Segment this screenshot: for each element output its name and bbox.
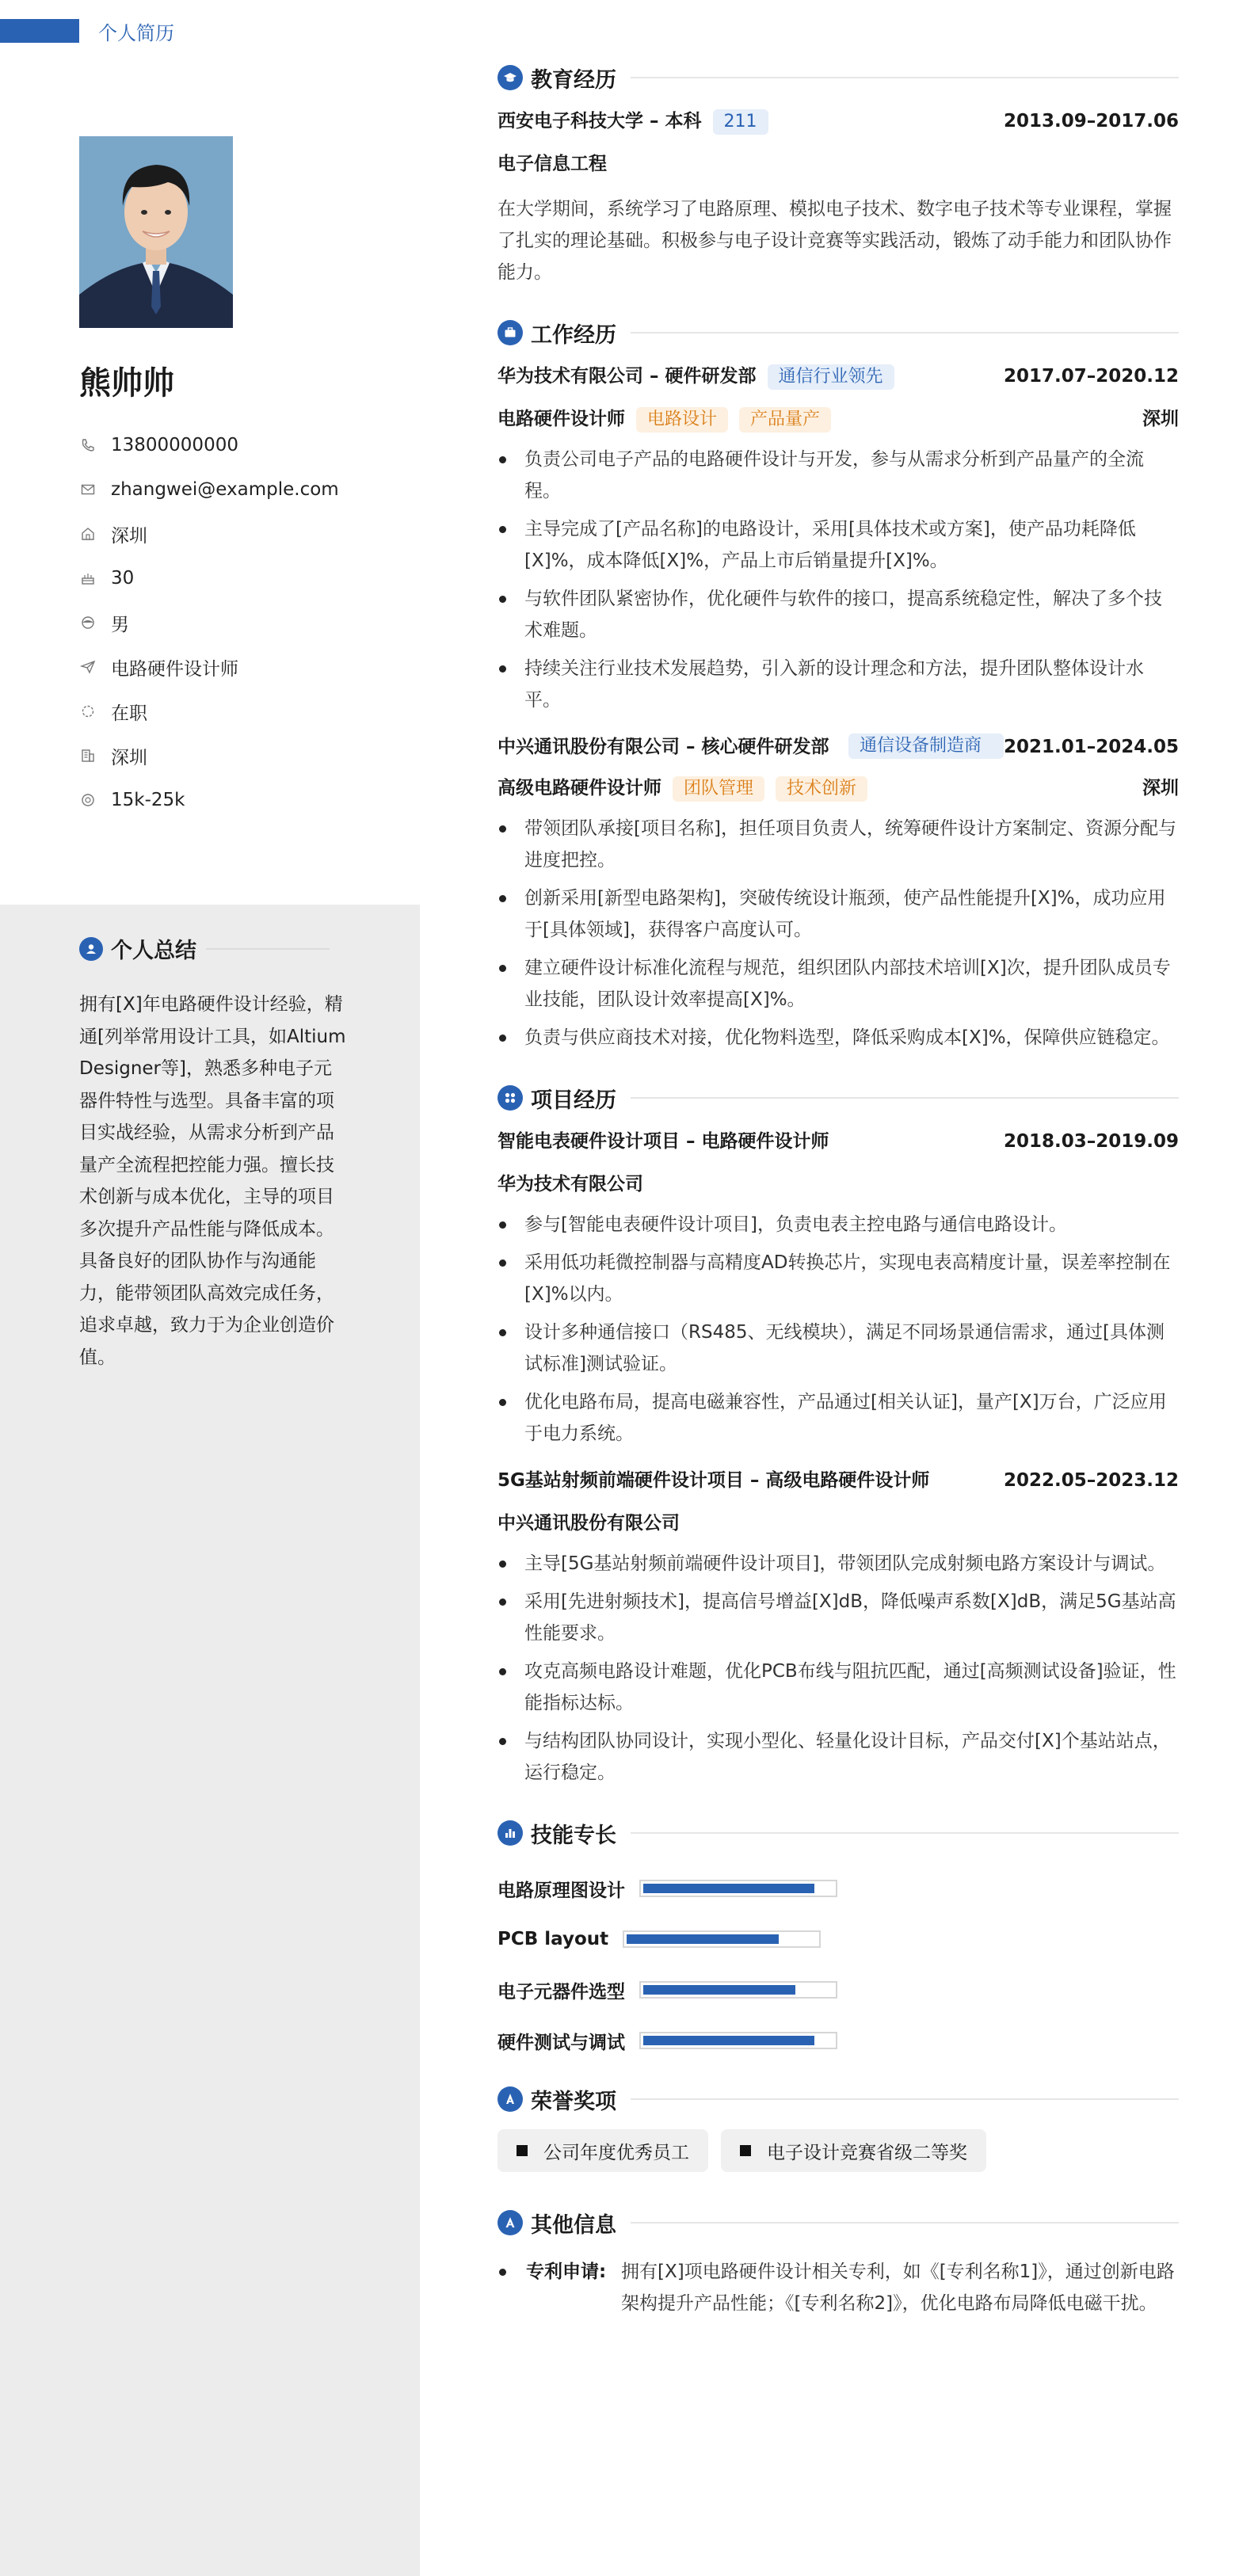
project-item xyxy=(497,1128,1179,1450)
phone-icon xyxy=(79,436,97,454)
home-icon xyxy=(79,525,97,543)
building-icon xyxy=(79,747,97,764)
list-item: 建立硬件设计标准化流程与规范，组织团队内部技术培训[X]次，提升团队成员专业技能，团队设计效率提高[X]%。 xyxy=(497,952,1179,1016)
work-date: 2021.01–2024.05 xyxy=(1003,737,1179,757)
work-city: 深圳 xyxy=(1142,778,1179,798)
other-title: 其他信息 xyxy=(531,2212,616,2238)
info-email-text: zhangwei@example.com xyxy=(111,479,339,500)
info-city-text: 深圳 xyxy=(111,747,147,768)
work-badge: 通信行业领先 xyxy=(768,364,894,390)
skills-heading xyxy=(497,1811,1179,1855)
info-age xyxy=(79,556,412,600)
skill-item xyxy=(497,1914,1179,1964)
list-item: 带领团队承接[项目名称]，担任项目负责人，统筹硬件设计方案制定、资源分配与进度把控。 xyxy=(497,813,1179,876)
summary-text: 拥有[X]年电路硬件设计经验，精通[列举常用设计工具，如Altium Designer等]，熟悉多种电子元器件特性与选型。具备丰富的项目实战经验，从需求分析到产品量产全流程把控能力强。擅长技术创新与成本优化，主导的项目多次提升产品性能与降低成本。具备良好的团队协作与沟通能力，能带领团队高效完成任务，追求卓越，致力于为企业创造价值。 xyxy=(79,994,346,1368)
gender-icon xyxy=(79,614,97,631)
summary-divider xyxy=(206,948,330,950)
header-accent-bar xyxy=(0,19,79,43)
square-bullet-icon xyxy=(517,2145,528,2156)
skill-name: 硬件测试与调试 xyxy=(497,2032,625,2053)
skills-title: 技能专长 xyxy=(531,1823,616,1848)
skill-bar-fill xyxy=(643,1985,795,1995)
list-item: 持续关注行业技术发展趋势，引入新的设计理念和方法，提升团队整体设计水平。 xyxy=(497,653,1179,716)
skills-list xyxy=(497,1863,1179,2066)
skill-bar xyxy=(639,2032,837,2049)
work-role: 电路硬件设计师 xyxy=(497,409,625,429)
project-date: 2022.05–2023.12 xyxy=(1003,1470,1179,1491)
page-title: 个人简历 xyxy=(98,22,174,44)
info-position-text: 电路硬件设计师 xyxy=(111,658,238,680)
list-item: 采用低功耗微控制器与高精度AD转换芯片，实现电表高精度计量，误差率控制在[X]%以内。 xyxy=(497,1247,1179,1310)
grid-icon xyxy=(497,1085,523,1111)
info-salary xyxy=(79,778,412,822)
work-role: 高级电路硬件设计师 xyxy=(497,778,661,798)
projects-heading xyxy=(497,1076,1179,1120)
other-item xyxy=(497,2256,1179,2319)
project-company: 华为技术有限公司 xyxy=(497,1174,643,1195)
info-email xyxy=(79,467,412,512)
skill-bar xyxy=(639,1880,837,1897)
work-company: 华为技术有限公司 – 硬件研发部 xyxy=(497,366,757,387)
project-name: 智能电表硬件设计项目 – 电路硬件设计师 xyxy=(497,1131,829,1152)
other-value: 拥有[X]项电路硬件设计相关专利，如《[专利名称1]》，通过创新电路架构提升产品性能；《[专利名称2]》，优化电路布局降低电磁干扰。 xyxy=(621,2262,1175,2314)
award-chip xyxy=(721,2129,986,2172)
work-company: 中兴通讯股份有限公司 – 核心硬件研发部 xyxy=(497,737,829,757)
work-date: 2017.07–2020.12 xyxy=(1003,366,1179,387)
project-name: 5G基站射频前端硬件设计项目 – 高级电路硬件设计师 xyxy=(497,1470,930,1491)
letter-a-icon xyxy=(497,2210,523,2235)
other-key: 专利申请: xyxy=(526,2262,607,2282)
status-icon xyxy=(79,703,97,720)
graduation-cap-icon xyxy=(497,65,523,90)
education-major: 电子信息工程 xyxy=(497,154,607,174)
skill-name: 电路原理图设计 xyxy=(497,1880,625,1901)
list-item: 主导完成了[产品名称]的电路设计，采用[具体技术或方案]，使产品功耗降低[X]%，成本降低[X]%，产品上市后销量提升[X]%。 xyxy=(497,513,1179,577)
awards-heading xyxy=(497,2077,1179,2121)
work-bullets xyxy=(497,444,1179,716)
skill-item xyxy=(497,1964,1179,2015)
skill-name: PCB layout xyxy=(497,1929,609,1949)
award-label: 公司年度优秀员工 xyxy=(543,2142,689,2163)
skill-bar-fill xyxy=(643,2036,814,2045)
list-item: 创新采用[新型电路架构]，突破传统设计瓶颈，使产品性能提升[X]%，成功应用于[具体领域]，获得客户高度认可。 xyxy=(497,882,1179,946)
work-tag: 技术创新 xyxy=(776,776,867,802)
info-position xyxy=(79,645,412,689)
education-school: 西安电子科技大学 – 本科 xyxy=(497,111,702,131)
info-gender-text: 男 xyxy=(111,614,129,635)
list-item: 设计多种通信接口（RS485、无线模块），满足不同场景通信需求，通过[具体测试标准]测试验证。 xyxy=(497,1317,1179,1380)
work-tag: 电路设计 xyxy=(636,407,728,433)
list-item: 优化电路布局，提高电磁兼容性，产品通过[相关认证]，量产[X]万台，广泛应用于电力系统。 xyxy=(497,1386,1179,1450)
work-badge: 通信设备制造商 xyxy=(848,734,1004,759)
info-age-text: 30 xyxy=(111,568,135,589)
work-divider xyxy=(631,332,1179,333)
cake-icon xyxy=(79,570,97,587)
education-title: 教育经历 xyxy=(531,67,616,93)
project-bullets xyxy=(497,1209,1179,1450)
work-city: 深圳 xyxy=(1142,409,1179,429)
info-gender xyxy=(79,600,412,645)
skill-name: 电子元器件选型 xyxy=(497,1981,625,2002)
list-item: 与结构团队协同设计，实现小型化、轻量化设计目标，产品交付[X]个基站站点，运行稳定。 xyxy=(497,1725,1179,1789)
list-item: 负责与供应商技术对接，优化物料选型，降低采购成本[X]%，保障供应链稳定。 xyxy=(497,1022,1179,1054)
mail-icon xyxy=(79,481,97,498)
skill-bar-fill xyxy=(643,1884,814,1893)
work-item xyxy=(497,734,1179,1054)
work-tag: 团队管理 xyxy=(673,776,764,802)
education-divider xyxy=(631,77,1179,78)
work-heading xyxy=(497,311,1179,355)
list-item: 负责公司电子产品的电路硬件设计与开发，参与从需求分析到产品量产的全流程。 xyxy=(497,444,1179,507)
education-row xyxy=(497,108,1179,135)
projects-divider xyxy=(631,1097,1179,1099)
awards-list xyxy=(497,2129,1179,2172)
project-company: 中兴通讯股份有限公司 xyxy=(497,1513,680,1534)
skills-divider xyxy=(631,1832,1179,1834)
list-item: 攻克高频电路设计难题，优化PCB布线与阻抗匹配，通过[高频测试设备]验证，性能指标达标。 xyxy=(497,1656,1179,1719)
info-phone xyxy=(79,423,412,467)
person-icon xyxy=(79,937,103,961)
other-divider xyxy=(631,2222,1179,2224)
awards-divider xyxy=(631,2098,1179,2100)
info-salary-text: 15k-25k xyxy=(111,790,185,810)
work-title: 工作经历 xyxy=(531,322,616,348)
info-phone-text: 13800000000 xyxy=(111,435,238,455)
other-heading xyxy=(497,2201,1179,2245)
briefcase-icon xyxy=(497,320,523,345)
awards-title: 荣誉奖项 xyxy=(531,2089,616,2114)
contact-info-list xyxy=(79,423,412,822)
list-item: 与软件团队紧密协作，优化硬件与软件的接口，提高系统稳定性，解决了多个技术难题。 xyxy=(497,583,1179,646)
square-bullet-icon xyxy=(740,2145,751,2156)
project-item xyxy=(497,1467,1179,1789)
info-home-text: 深圳 xyxy=(111,525,147,547)
project-date: 2018.03–2019.09 xyxy=(1003,1131,1179,1152)
bar-chart-icon xyxy=(497,1820,523,1846)
list-item: 采用[先进射频技术]，提高信号增益[X]dB，降低噪声系数[X]dB，满足5G基站高性能要求。 xyxy=(497,1586,1179,1649)
award-chip xyxy=(497,2129,708,2172)
education-badge: 211 xyxy=(713,109,768,135)
education-heading xyxy=(497,55,1179,100)
award-icon xyxy=(497,2086,523,2112)
skill-bar-fill xyxy=(627,1934,779,1944)
main-content xyxy=(497,55,1179,2319)
work-tag: 产品量产 xyxy=(739,407,831,433)
avatar xyxy=(79,136,233,328)
education-desc: 在大学期间，系统学习了电路原理、模拟电子技术、数字电子技术等专业课程，掌握了扎实的理论基础。积极参与电子设计竞赛等实践活动，锻炼了动手能力和团队协作能力。 xyxy=(497,199,1172,283)
award-label: 电子设计竞赛省级二等奖 xyxy=(767,2142,967,2163)
info-city xyxy=(79,734,412,778)
summary-heading xyxy=(79,933,330,964)
work-item xyxy=(497,363,1179,716)
education-date: 2013.09–2017.06 xyxy=(1003,111,1179,131)
profile-name: 熊帅帅 xyxy=(79,365,174,402)
salary-icon xyxy=(79,791,97,809)
list-item: 主导[5G基站射频前端硬件设计项目]，带领团队完成射频电路方案设计与调试。 xyxy=(497,1548,1179,1580)
info-status-text: 在职 xyxy=(111,703,147,724)
info-status xyxy=(79,689,412,734)
skill-bar xyxy=(639,1981,837,1999)
projects-title: 项目经历 xyxy=(531,1088,616,1113)
skill-bar xyxy=(623,1930,821,1948)
info-home xyxy=(79,512,412,556)
skill-item xyxy=(497,1863,1179,1914)
list-item: 参与[智能电表硬件设计项目]，负责电表主控电路与通信电路设计。 xyxy=(497,1209,1179,1240)
bullet-dot xyxy=(499,2269,506,2276)
send-icon xyxy=(79,658,97,676)
skill-item xyxy=(497,2015,1179,2066)
work-bullets xyxy=(497,813,1179,1054)
project-bullets xyxy=(497,1548,1179,1789)
summary-title: 个人总结 xyxy=(111,939,196,963)
